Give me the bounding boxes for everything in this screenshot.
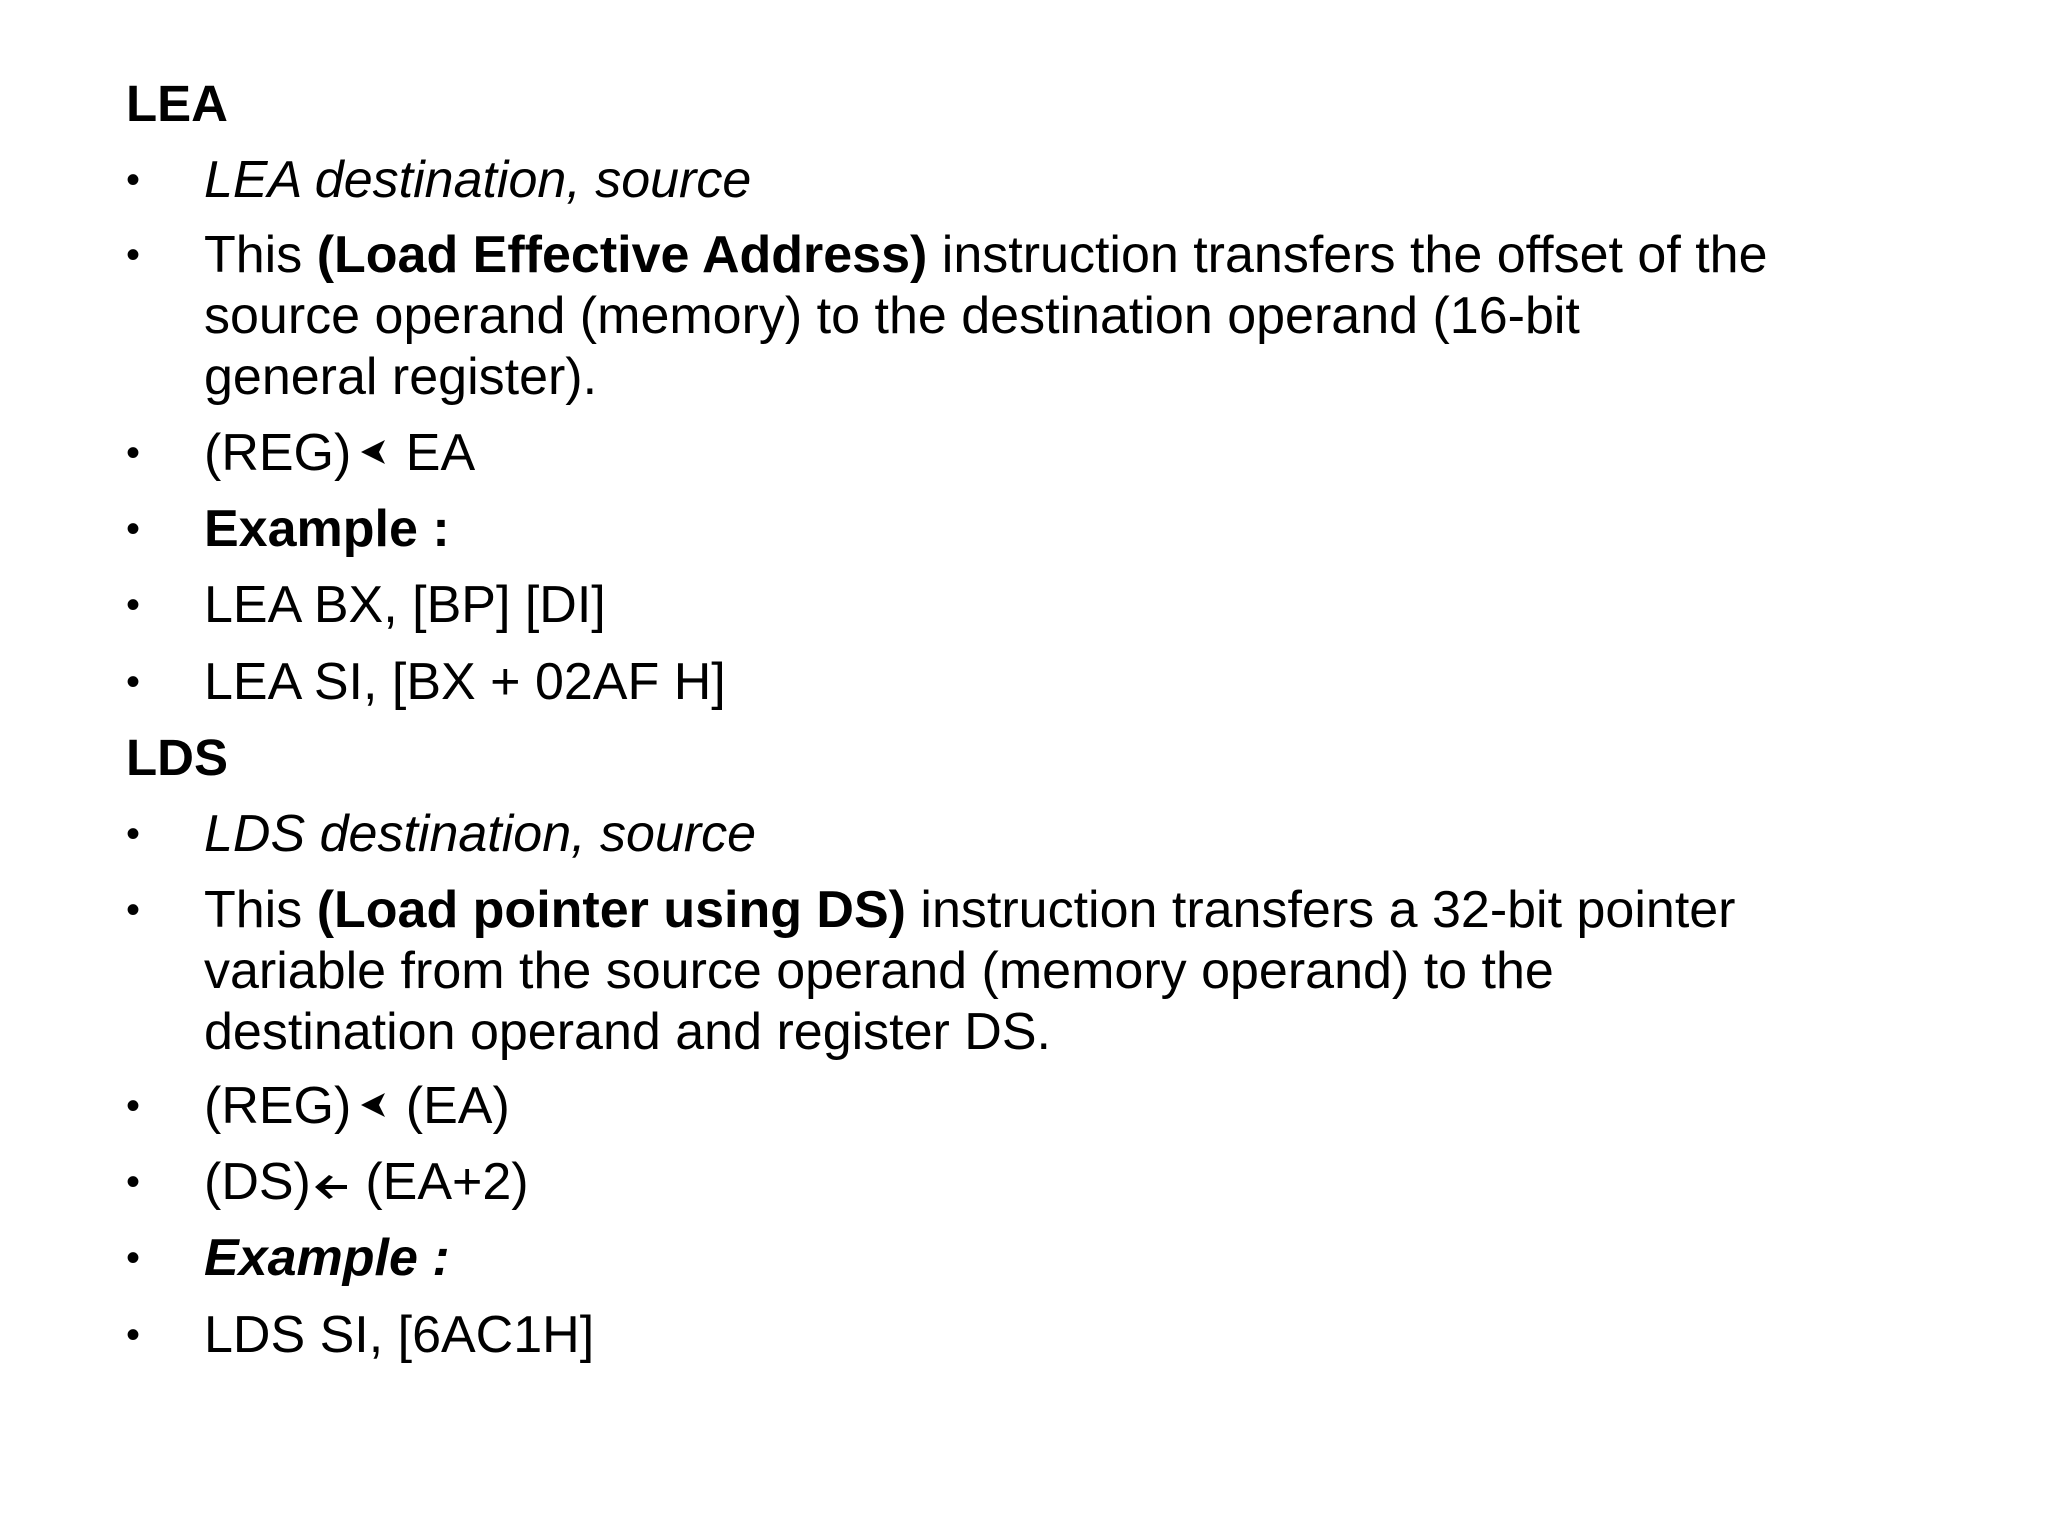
lds-desc-prefix: This — [204, 881, 317, 939]
lds-syntax: LDS destination, source — [204, 805, 757, 863]
lea-reg-right: EA — [391, 424, 476, 482]
left-arrow-icon — [351, 1087, 391, 1123]
lds-reg-right: (EA) — [391, 1077, 510, 1135]
bullet: • — [126, 431, 141, 475]
lea-description-line-1 — [204, 225, 2004, 286]
bullet: • — [126, 1313, 141, 1357]
lea-example-2: LEA SI, [BX + 02AF H] — [204, 653, 726, 711]
lea-description-line-2: source operand (memory) to the destination operand (16-bit — [204, 287, 1580, 345]
lea-reg-expression — [204, 423, 2004, 484]
left-arrow-icon — [311, 1169, 351, 1205]
lds-ds-right: (EA+2) — [350, 1153, 529, 1211]
lea-heading: LEA — [126, 75, 228, 132]
bullet: • — [126, 583, 141, 627]
lds-example-1: LDS SI, [6AC1H] — [204, 1306, 595, 1364]
lds-description — [204, 880, 2004, 1063]
lea-desc-line1-rest: instruction transfers the offset of the — [927, 226, 1768, 284]
lds-description-line-1 — [204, 880, 2004, 941]
lds-example-label: Example : — [204, 1229, 450, 1287]
bullet: • — [126, 233, 141, 277]
bullet: • — [126, 1236, 141, 1280]
bullet: • — [126, 888, 141, 932]
lds-reg-expression — [204, 1076, 2004, 1137]
lea-description-line-3: general register). — [204, 348, 598, 406]
lea-syntax: LEA destination, source — [204, 151, 752, 209]
lds-desc-bold: (Load pointer using DS) — [316, 881, 906, 939]
lea-desc-prefix: This — [204, 226, 317, 284]
lds-desc-line1-rest: instruction transfers a 32-bit pointer — [905, 881, 1736, 939]
lds-description-line-3: destination operand and register DS. — [204, 1003, 1051, 1061]
lds-reg-left: (REG) — [204, 1077, 352, 1135]
lds-description-line-2: variable from the source operand (memory operand) to the — [204, 942, 1554, 1000]
lea-desc-bold: (Load Effective Address) — [316, 226, 928, 284]
lds-ds-expression — [204, 1152, 2004, 1213]
lea-reg-left: (REG) — [204, 424, 352, 482]
bullet: • — [126, 1084, 141, 1128]
bullet: • — [126, 507, 141, 551]
lea-example-label: Example : — [204, 500, 450, 558]
bullet: • — [126, 660, 141, 704]
bullet: • — [126, 158, 141, 202]
left-arrow-icon — [351, 434, 391, 470]
lea-description — [204, 225, 2004, 408]
bullet: • — [126, 812, 141, 856]
lds-ds-left: (DS) — [204, 1153, 311, 1211]
lea-example-1: LEA BX, [BP] [DI] — [204, 576, 606, 634]
bullet: • — [126, 1160, 141, 1204]
lds-heading: LDS — [126, 729, 228, 786]
